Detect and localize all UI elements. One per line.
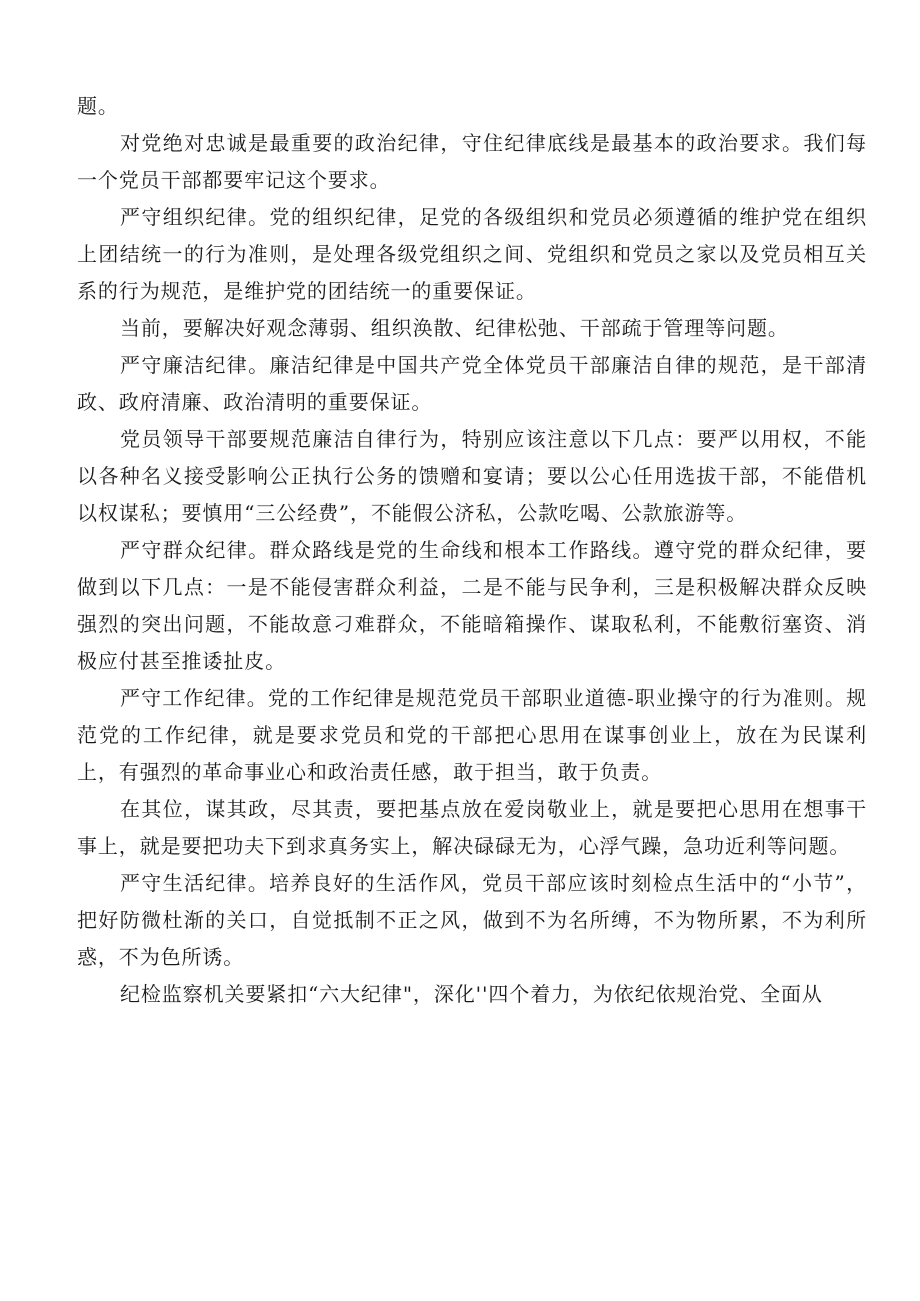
paragraph-leader-conduct: 党员领导干部要规范廉洁自律行为，特别应该注意以下几点：要严以用权，不能以各种名义接受影响公正执行公务的馈赠和宴请；要以公心任用选拔干部，不能借机以权谋私；要慎用“三公经费”，不能假公济私，公款吃喝、公款旅游等。: [77, 427, 867, 525]
paragraph-loyalty: 对党绝对忠诚是最重要的政治纪律，守住纪律底线是最基本的政治要求。我们每一个党员干部都要牢记这个要求。: [77, 131, 867, 192]
paragraph-current-issues: 当前，要解决好观念薄弱、组织涣散、纪律松弛、干部疏于管理等问题。: [120, 316, 789, 340]
paragraph-mass-discipline: 严守群众纪律。群众路线是党的生命线和根本工作路线。遵守党的群众纪律，要做到以下几点：一是不能侵害群众利益，二是不能与民争利，三是积极解决群众反映强烈的突出问题，不能故意刁难群众，不能暗箱操作、谋取私利，不能敷衍塞资、消极应付甚至推诿扯皮。: [77, 538, 867, 673]
paragraph-integrity-discipline: 严守廉洁纪律。廉洁纪律是中国共产党全体党员干部廉洁自律的规范，是干部清政、政府清廉、政治清明的重要保证。: [77, 353, 867, 414]
paragraph-continuation: 题。: [77, 94, 119, 118]
paragraph-work-discipline: 严守工作纪律。党的工作纪律是规范党员干部职业道德-职业操守的行为准则。规范党的工作纪律，就是要求党员和党的干部把心思用在谋事创业上，放在为民谋利上，有强烈的革命事业心和政治责任感，敢于担当，敢于负责。: [77, 686, 867, 784]
paragraph-supervision: 纪检监察机关要紧扣“六大纪律"，深化''四个着力，为依纪依规治党、全面从: [120, 982, 823, 1006]
document-body: [77, 88, 867, 1013]
paragraph-organization-discipline: 严守组织纪律。党的组织纪律，足党的各级组织和党员必须遵循的维护党在组织上团结统一的行为准则，是处理各级党组织之间、党组织和党员之家以及党员相互关系的行为规范，是维护党的团结统一的重要保证。: [77, 205, 867, 303]
paragraph-life-discipline: 严守生活纪律。培养良好的生活作风，党员干部应该时刻检点生活中的“小节”，把好防微杜渐的关口，自觉抵制不正之风，做到不为名所缚，不为物所累，不为利所惑，不为色所诱。: [77, 871, 867, 969]
paragraph-dedication: 在其位，谋其政，尽其责，要把基点放在爱岗敬业上，就是要把心思用在想事干事上，就是要把功夫下到求真务实上，解决碌碌无为，心浮气躁，急功近利等问题。: [77, 797, 867, 858]
